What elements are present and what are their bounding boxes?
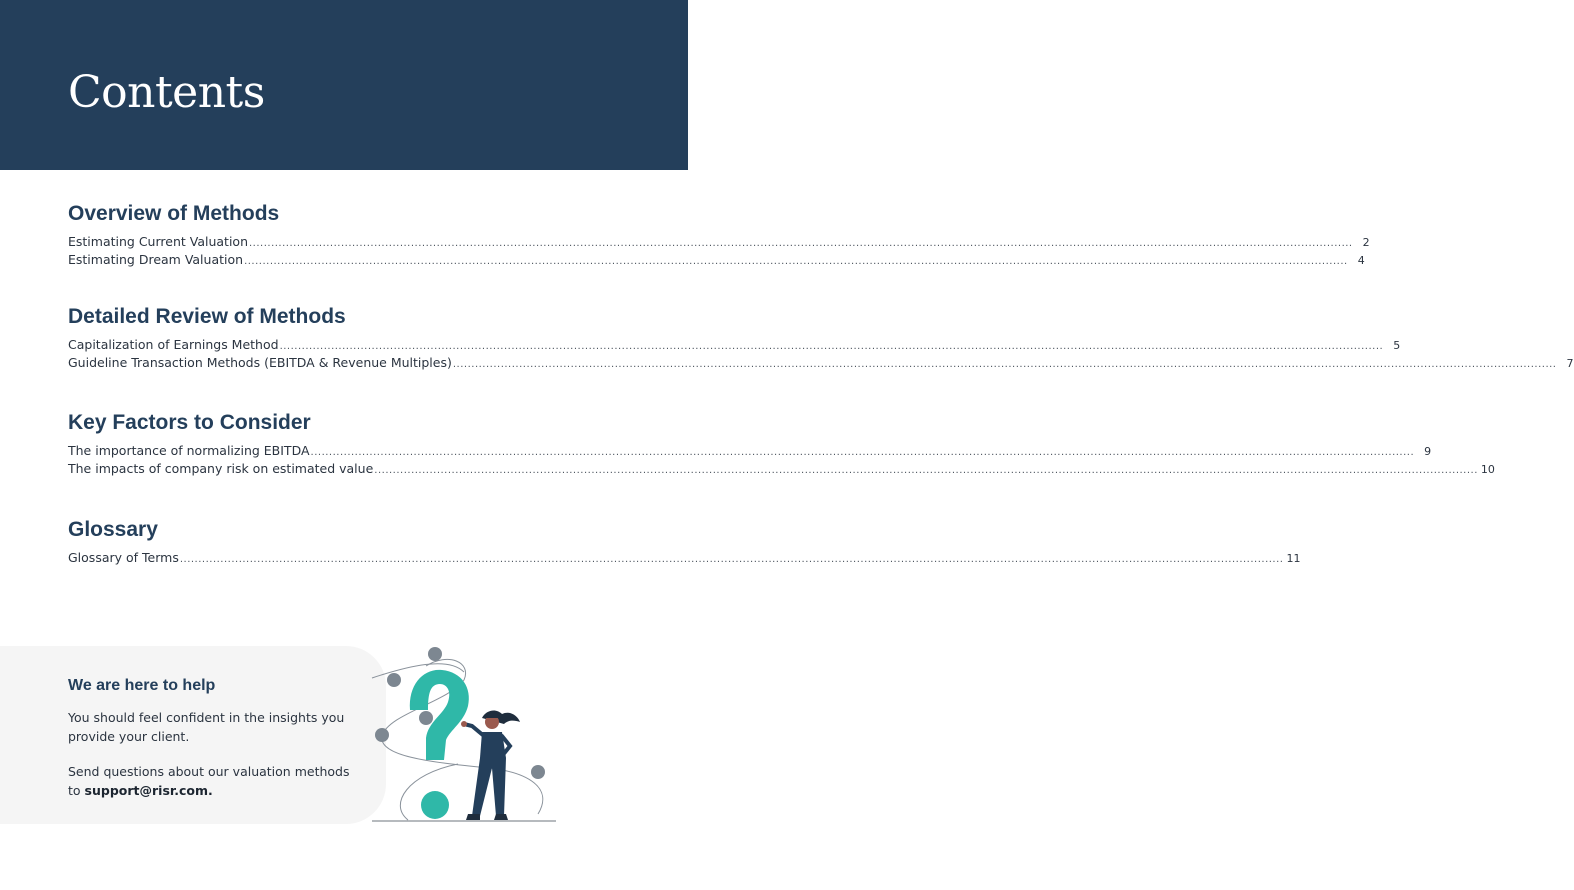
question-mark-person-illustration: [368, 644, 568, 824]
toc-entry[interactable]: [68, 443, 1432, 461]
toc-entry-title: The impacts of company risk on estimated value: [68, 460, 374, 476]
toc-entry-page: 5: [1393, 339, 1401, 352]
page-title: Contents: [68, 67, 265, 118]
toc-entry-page: 2: [1362, 236, 1370, 249]
toc-list: [68, 443, 1495, 478]
toc-entry[interactable]: [68, 550, 1301, 568]
toc-entry-page: 9: [1424, 445, 1432, 458]
help-paragraph: You should feel confident in the insights you provide your client.: [68, 710, 345, 744]
toc-entry-title: The importance of normalizing EBITDA: [68, 443, 310, 458]
help-contact-paragraph: [68, 762, 358, 800]
toc-section-overview: [68, 200, 1370, 269]
toc-list: [68, 337, 1574, 372]
toc-entry[interactable]: [68, 234, 1370, 252]
toc-section-key-factors: [68, 409, 1495, 478]
dot-leader: ............................................................................................................................................................................................................................................................................................................: [179, 554, 1284, 565]
toc-entry[interactable]: [68, 460, 1495, 479]
toc-entry-title: Estimating Dream Valuation: [68, 251, 244, 267]
support-email-link[interactable]: support@risr.com.: [84, 783, 213, 798]
toc-entry[interactable]: [68, 354, 1574, 373]
dot-leader: ............................................................................................................................................................................................................................................................................................................: [249, 238, 1353, 249]
dot-leader: ............................................................................................................................................................................................................................................................................................................: [452, 358, 1557, 370]
section-heading: Overview of Methods: [68, 202, 280, 225]
toc-entry-title: Glossary of Terms: [68, 550, 179, 565]
toc-entry-title: Guideline Transaction Methods (EBITDA & Revenue Multiples): [68, 354, 452, 370]
toc-section-detailed-review: [68, 303, 1574, 372]
page-header: [0, 0, 688, 170]
toc-section-glossary: [68, 516, 1301, 568]
toc-entry-title: Capitalization of Earnings Method: [68, 337, 279, 352]
dot-leader: ............................................................................................................................................................................................................................................................................................................: [374, 464, 1478, 476]
dot-leader: ............................................................................................................................................................................................................................................................................................................: [244, 255, 1348, 267]
toc-entry-page: 11: [1286, 552, 1301, 565]
toc-entry-page: 7: [1566, 356, 1574, 370]
toc-entry-title: Estimating Current Valuation: [68, 234, 248, 249]
dot-leader: ............................................................................................................................................................................................................................................................................................................: [310, 447, 1415, 458]
section-heading: Key Factors to Consider: [68, 411, 311, 434]
help-contact-text: Send questions about our valuation methods to: [68, 764, 350, 798]
toc-list: [68, 550, 1301, 568]
toc-list: [68, 234, 1370, 269]
help-panel: [0, 646, 386, 824]
toc-entry[interactable]: [68, 251, 1365, 270]
dot-leader: ............................................................................................................................................................................................................................................................................................................: [279, 341, 1384, 352]
help-heading: We are here to help: [68, 677, 216, 694]
section-heading: Glossary: [68, 518, 158, 541]
toc-entry-page: 10: [1480, 462, 1495, 476]
toc-entry[interactable]: [68, 337, 1401, 355]
toc-entry-page: 4: [1357, 253, 1365, 267]
section-heading: Detailed Review of Methods: [68, 305, 346, 328]
